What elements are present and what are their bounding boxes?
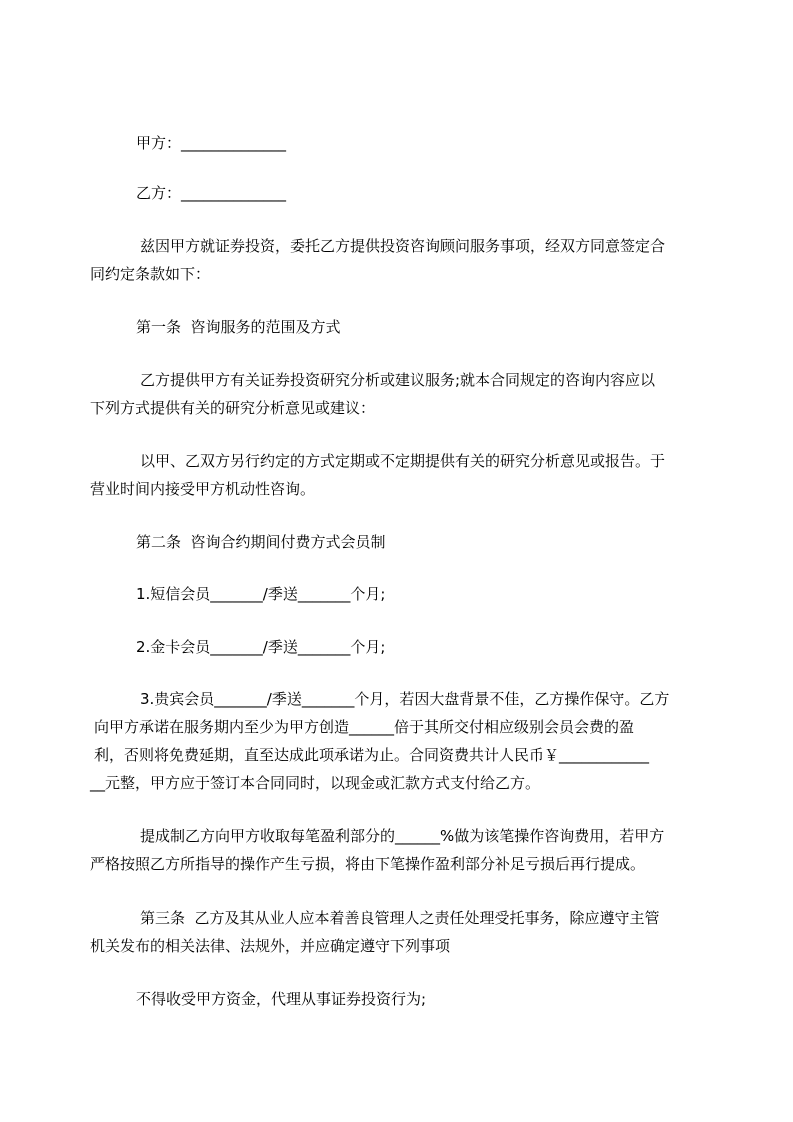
fee-item-3-line-3: 利，否则将免费延期，直至达成此项承诺为止。合同资费共计人民币￥____________ [94, 746, 650, 764]
fee-item-1: 1.短信会员_______/季送_______个月; [136, 585, 386, 603]
article-1-paragraph-2-line-1: 以甲、乙双方另行约定的方式定期或不定期提供有关的研究分析意见或报告。于 [140, 452, 666, 470]
fee-item-3-line-4: __元整，甲方应于签订本合同同时，以现金或汇款方式支付给乙方。 [90, 774, 541, 792]
commission-line-1: 提成制乙方向甲方收取每笔盈利部分的______%做为该笔操作咨询费用，若甲方 [140, 827, 665, 845]
intro-line-1: 兹因甲方就证券投资，委托乙方提供投资咨询顾问服务事项，经双方同意签定合 [140, 237, 666, 255]
article-1-paragraph-1-line-2: 下列方式提供有关的研究分析意见或建议： [90, 399, 376, 417]
fee-item-2: 2.金卡会员_______/季送_______个月; [136, 638, 386, 656]
article-1-paragraph-1-line-1: 乙方提供甲方有关证券投资研究分析或建议服务;就本合同规定的咨询内容应以 [140, 371, 656, 389]
intro-line-2: 同约定条款如下： [90, 265, 211, 283]
party-b-line: 乙方：______________ [136, 184, 287, 202]
fee-item-3-line-2: 向甲方承诺在服务期内至少为甲方创造______倍于其所交付相应级别会员会费的盈 [94, 718, 635, 736]
article-1-title: 第一条 咨询服务的范围及方式 [136, 318, 341, 336]
article-3-line-2: 机关发布的相关法律、法规外，并应确定遵守下列事项 [90, 937, 451, 955]
party-a-line: 甲方：______________ [136, 134, 287, 152]
article-1-paragraph-2-line-2: 营业时间内接受甲方机动性咨询。 [90, 480, 316, 498]
commission-line-2: 严格按照乙方所指导的操作产生亏损，将由下笔操作盈利部分补足亏损后再行提成。 [90, 855, 646, 873]
article-3-line-1: 第三条 乙方及其从业人应本着善良管理人之责任处理受托事务，除应遵守主管 [140, 909, 660, 927]
fee-item-3-line-1: 3.贵宾会员_______/季送_______个月，若因大盘背景不佳，乙方操作保守。乙方 [140, 690, 670, 708]
article-3-item-1: 不得收受甲方资金，代理从事证券投资行为; [136, 990, 427, 1008]
article-2-title: 第二条 咨询合约期间付费方式会员制 [136, 533, 386, 551]
